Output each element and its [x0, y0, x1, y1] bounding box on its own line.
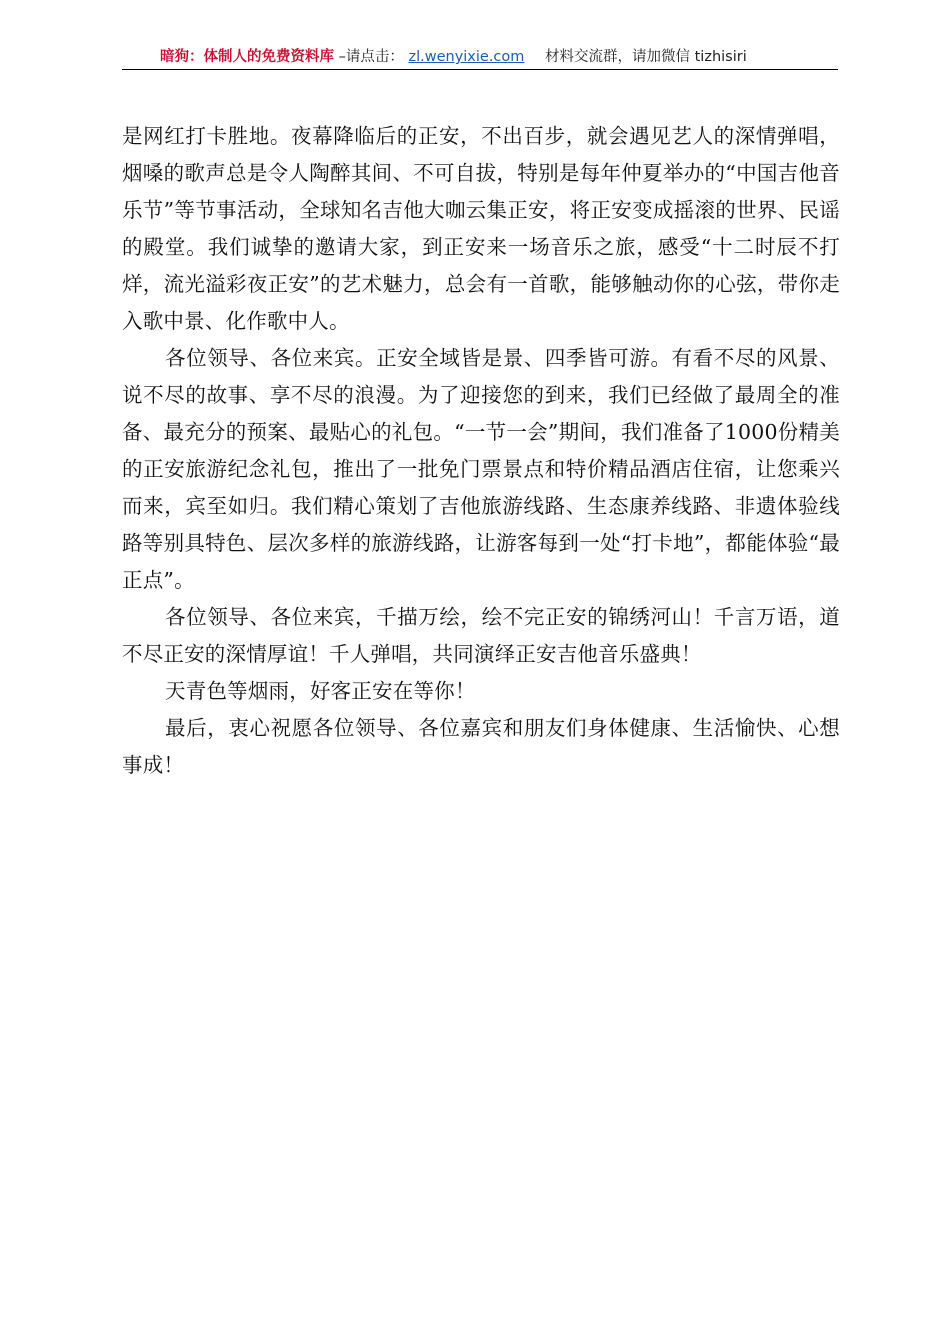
header-brand: 暗狗：体制人的免费资料库 — [160, 49, 334, 65]
paragraph-invitation: 天青色等烟雨，好客正安在等你！ — [165, 679, 476, 703]
page-header — [122, 46, 838, 68]
document-body — [122, 118, 840, 784]
paragraph-landscape: 各位领导、各位来宾，千描万绘，绘不完正安的锦绣河山！千言万语，道不尽正安的深情厚谊！千人弹唱，共同演绎正安吉他音乐盛典！ — [122, 605, 840, 666]
header-link[interactable]: zl.wenyixie.com — [408, 49, 525, 65]
paragraph-continuation: 是网红打卡胜地。夜幕降临后的正安，不出百步，就会遇见艺人的深情弹唱，烟嗓的歌声总是令人陶醉其间、不可自拔，特别是每年仲夏举办的“中国吉他音乐节”等节事活动，全球知名吉他大咖云集正安，将正安变成摇滚的世界、民谣的殿堂。我们诚挚的邀请大家，到正安来一场音乐之旅，感受“十二时辰不打烊，流光溢彩夜正安”的艺术魅力，总会有一首歌，能够触动你的心弦，带你走入歌中景、化作歌中人。 — [122, 124, 840, 333]
paragraph-closing-wishes: 最后，衷心祝愿各位领导、各位嘉宾和朋友们身体健康、生活愉快、心想事成！ — [122, 716, 840, 777]
header-prompt: –请点击： — [338, 49, 404, 65]
header-contact: 材料交流群，请加微信 tizhisiri — [545, 49, 747, 65]
paragraph-tourism-welcome: 各位领导、各位来宾。正安全域皆是景、四季皆可游。有看不尽的风景、说不尽的故事、享不尽的浪漫。为了迎接您的到来，我们已经做了最周全的准备、最充分的预案、最贴心的礼包。“一节一会”期间，我们准备了1000份精美的正安旅游纪念礼包，推出了一批免门票景点和特价精品酒店住宿，让您乘兴而来，宾至如归。我们精心策划了吉他旅游线路、生态康养线路、非遗体验线路等别具特色、层次多样的旅游线路，让游客每到一处“打卡地”，都能体验“最正点”。 — [122, 346, 840, 592]
header-divider — [122, 69, 838, 70]
